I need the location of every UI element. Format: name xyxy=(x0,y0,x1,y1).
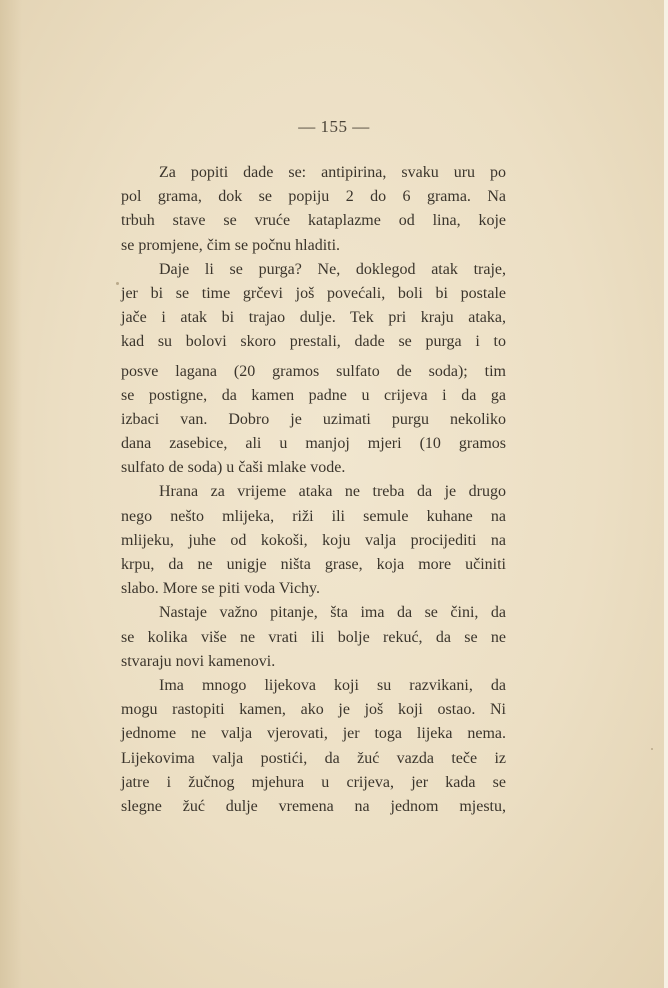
page-number: — 155 — xyxy=(298,117,370,136)
text-line: Lijekovima valja postići, da žuć vazda teče iz xyxy=(121,749,506,767)
page-gutter-shadow xyxy=(0,0,22,988)
text-line: posve lagana (20 gramos sulfato de soda); tim xyxy=(121,362,506,380)
text-line: izbaci van. Dobro je uzimati purgu nekoliko xyxy=(121,410,506,428)
text-line: jače i atak bi trajao dulje. Tek pri kraju ataka, xyxy=(121,309,506,327)
text-line: mlijeku, juhe od kokoši, koju valja procijediti na xyxy=(121,531,506,549)
text-line: Hrana za vrijeme ataka ne treba da je drugo xyxy=(159,483,506,501)
text-line: se kolika više ne vrati ili bolje rekuć, da se ne xyxy=(121,628,506,646)
text-line: kad su bolovi skoro prestali, dade se purga i to xyxy=(121,333,506,351)
text-line: slegne žuć dulje vremena na jednom mjestu, xyxy=(121,797,506,815)
paper-speck xyxy=(651,748,653,750)
text-line: sulfato de soda) u čaši mlake vode. xyxy=(121,459,346,477)
text-line: dana zasebice, ali u manjoj mjeri (10 gramos xyxy=(121,435,506,453)
body-text xyxy=(121,161,506,819)
text-line: nego nešto mlijeka, riži ili semule kuhane na xyxy=(121,507,506,525)
text-line: slabo. More se piti voda Vichy. xyxy=(121,580,321,598)
text-line: se postigne, da kamen padne u crijeva i da ga xyxy=(121,386,506,404)
text-line: Ima mnogo lijekova koji su razvikani, da xyxy=(159,676,506,694)
paper-speck xyxy=(116,282,119,285)
text-line: jer bi se time grčevi još povećali, boli bi postale xyxy=(121,284,506,302)
text-line: pol grama, dok se popiju 2 do 6 grama. Na xyxy=(121,188,506,206)
text-line: krpu, da ne unigje ništa grase, koja more učiniti xyxy=(121,556,506,573)
text-line: Za popiti dade se: antipirina, svaku uru po xyxy=(159,164,506,181)
text-line: stvaraju novi kamenovi. xyxy=(121,652,276,670)
text-line: Daje li se purga? Ne, doklegod atak traje, xyxy=(159,260,506,278)
text-line: Nastaje važno pitanje, šta ima da se čini, da xyxy=(159,604,506,622)
text-line: se promjene, čim se počnu hladiti. xyxy=(121,236,341,254)
text-line: jednome ne valja vjerovati, jer toga lijeka nema. xyxy=(121,725,506,743)
page-edge xyxy=(664,0,668,988)
text-line: jatre i žučnog mjehura u crijeva, jer kada se xyxy=(121,773,506,791)
text-line: trbuh stave se vruće kataplazme od lina, koje xyxy=(121,212,506,230)
text-line: mogu rastopiti kamen, ako je još koji ostao. Ni xyxy=(121,701,506,719)
